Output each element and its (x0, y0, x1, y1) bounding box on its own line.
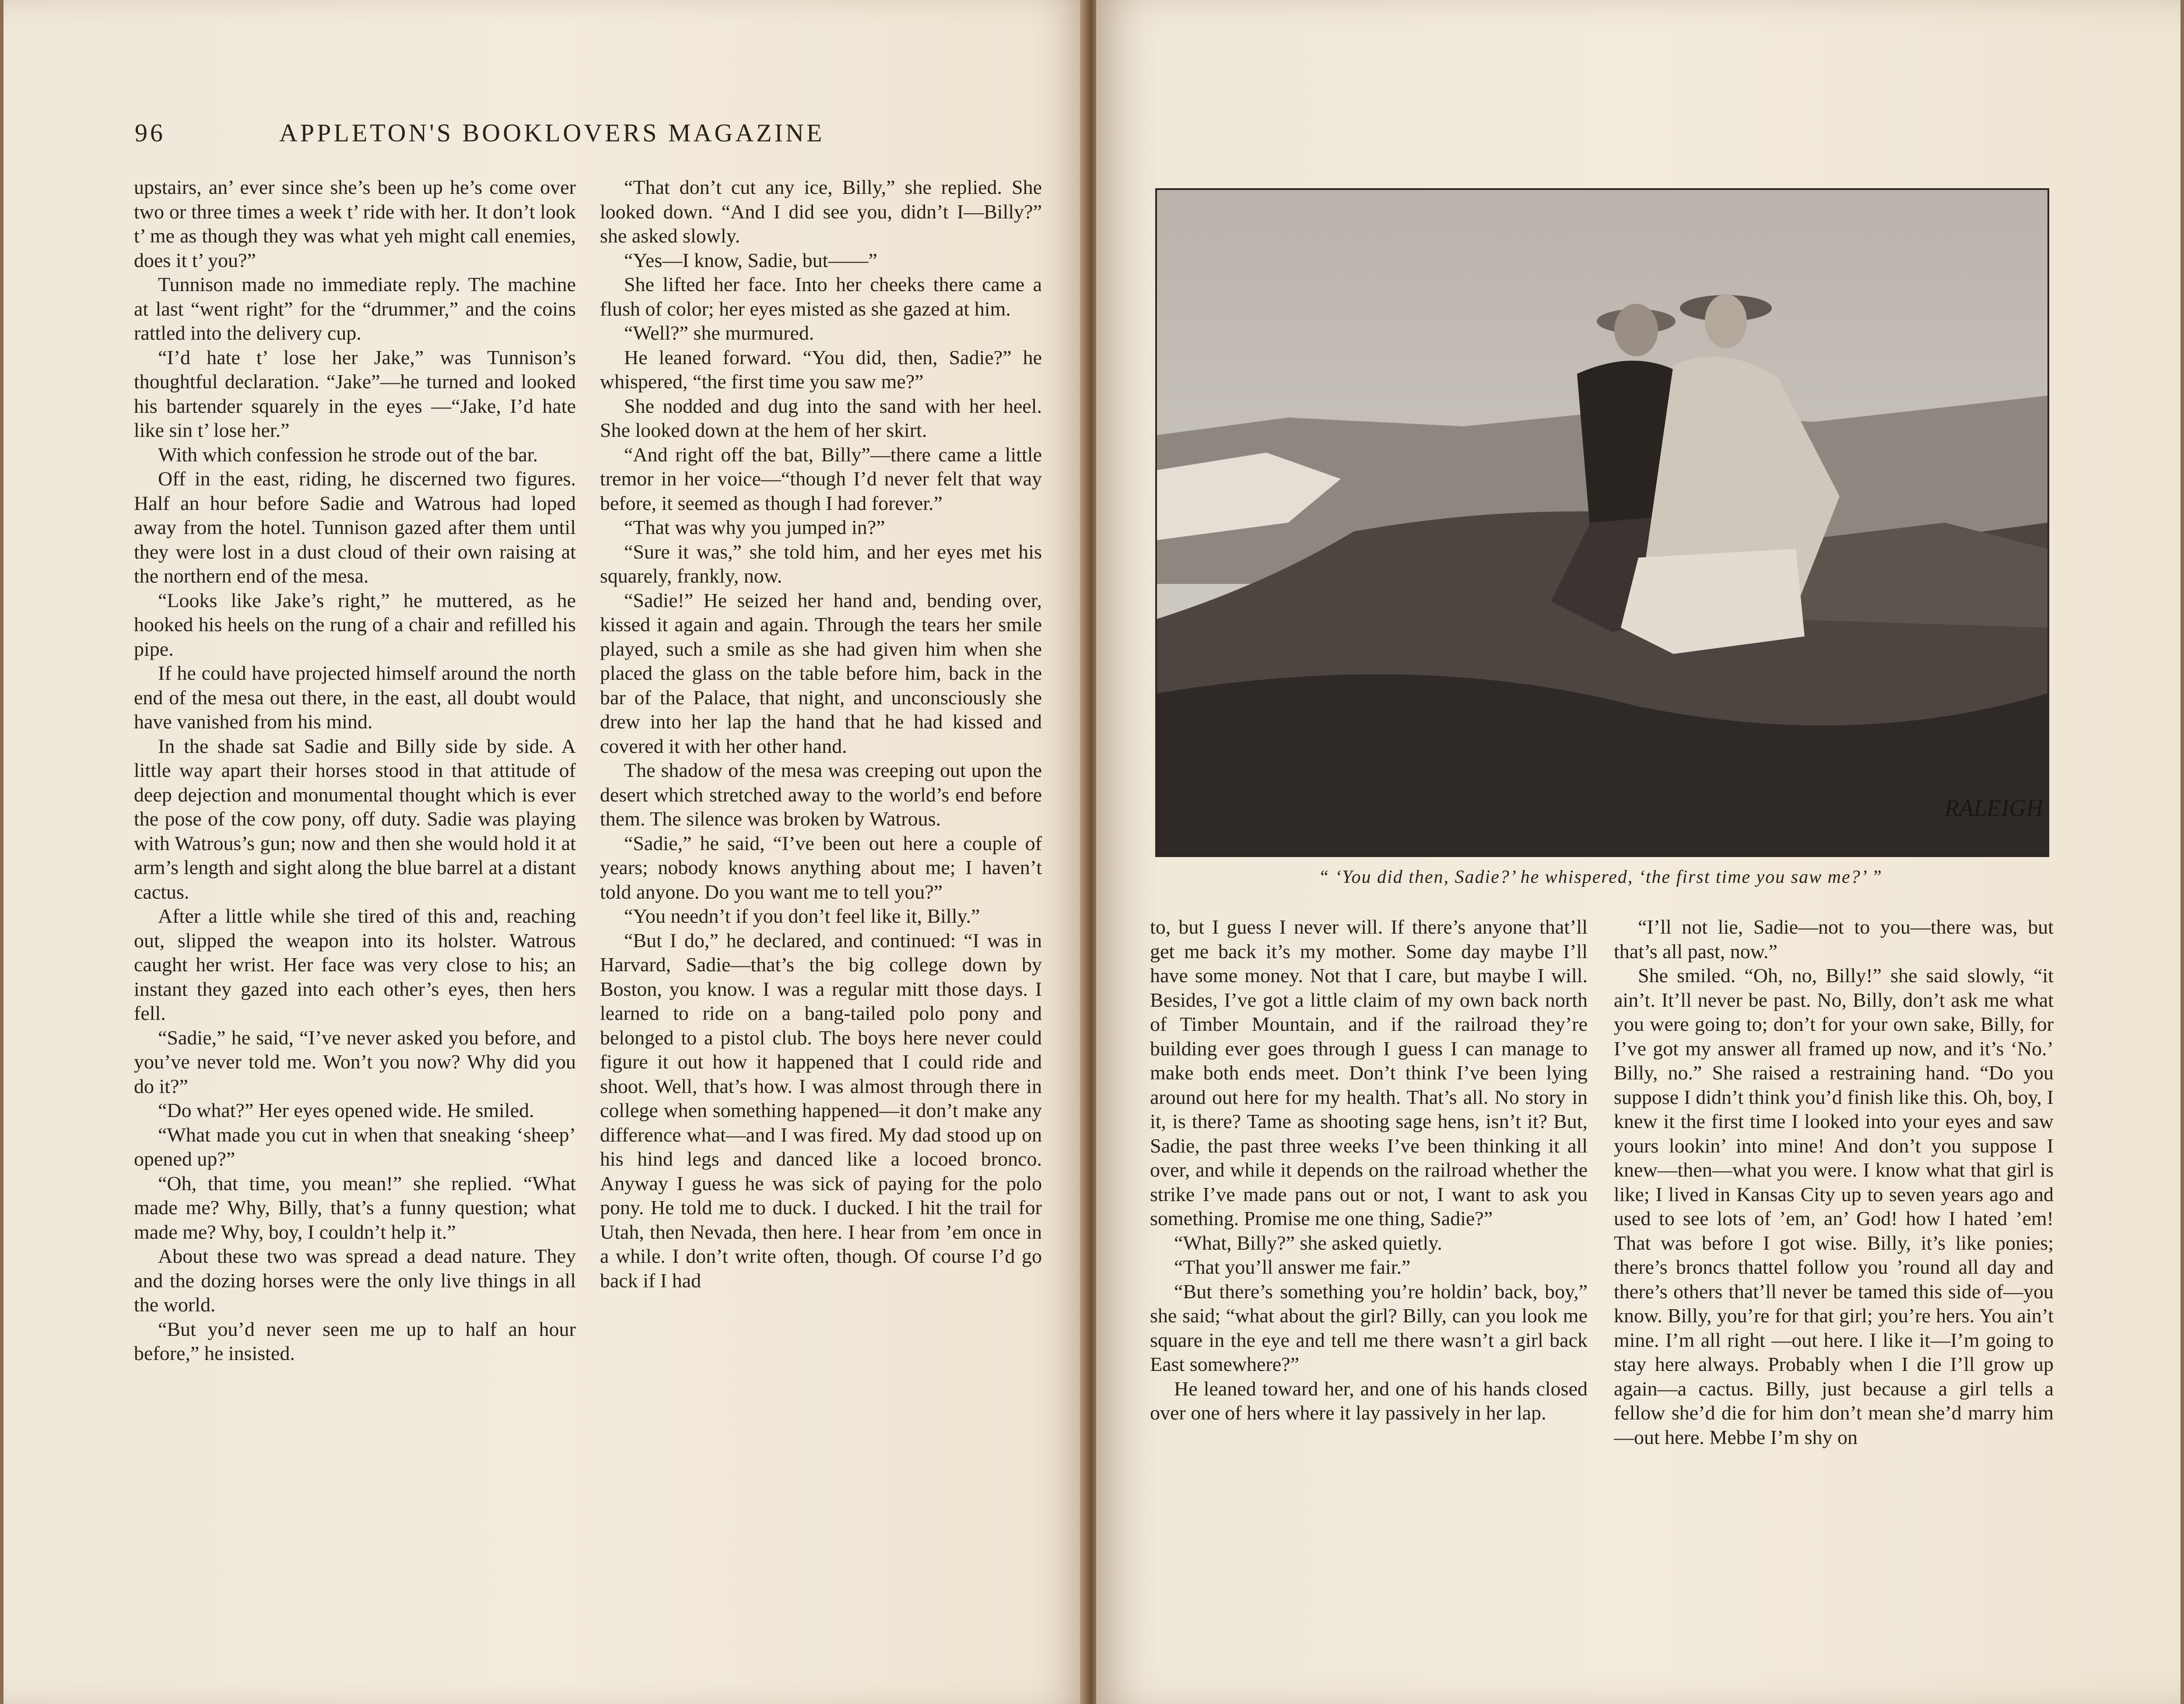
paragraph: Tunnison made no immediate reply. The machine at last “went right” for the “drummer,” and the coins rattled into the delivery cup. (134, 273, 576, 344)
paragraph: “That you’ll answer me fair.” (1174, 1256, 1411, 1278)
paragraph: “Sadie!” He seized her hand and, bending over, kissed it again and again. Through the tears her smile played, such a smile as she had given him when she placed the glass on the table before him, back in the bar of the Palace, that night, and unconsciously she drew into her lap the hand that he had kissed and covered it with her other hand. (600, 589, 1042, 757)
paragraph: “I’d hate t’ lose her Jake,” was Tunnison’s thoughtful declaration. “Jake”—he turned and looked his bartender squarely in the eyes —“Jake, I’d hate like sin t’ lose her.” (134, 346, 576, 441)
text-column-3 (1150, 915, 1588, 1425)
paragraph: After a little while she tired of this and, reaching out, slipped the weapon into its holster. Watrous caught her wrist. Her face was very close to his; an instant they gazed into each other’s eyes, then hers fell. (134, 905, 576, 1024)
paragraph: If he could have projected himself around the north end of the mesa out there, in the east, all doubt would have vanished from his mind. (134, 662, 576, 733)
paragraph: She lifted her face. Into her cheeks there came a flush of color; her eyes misted as she gazed at him. (600, 273, 1042, 320)
text-column-2 (600, 175, 1042, 1293)
illustration (1155, 188, 2049, 857)
illustration-drawing (1157, 190, 2047, 855)
paragraph: “And right off the bat, Billy”—there came a little tremor in her voice—“though I’d never felt that way before, it seemed as though I had forever.” (600, 443, 1042, 514)
artist-signature: RALEIGH (1945, 795, 2043, 821)
paragraph: “Sadie,” he said, “I’ve been out here a couple of years; nobody knows anything about me; I haven’t told anyone. Do you want me to tell you?” (600, 832, 1042, 903)
paragraph: With which confession he strode out of the bar. (158, 443, 538, 466)
paragraph: “Do what?” Her eyes opened wide. He smiled. (158, 1099, 534, 1121)
paragraph: “But you’d never seen me up to half an hour before,” he insisted. (134, 1318, 576, 1364)
paragraph: “Oh, that time, you mean!” she replied. “What made me? Why, Billy, that’s a funny question; what made me? Why, boy, I couldn’t help it.” (134, 1172, 576, 1243)
paragraph: “Sure it was,” she told him, and her eyes met his squarely, frankly, now. (600, 540, 1042, 587)
paragraph: She nodded and dug into the sand with her heel. She looked down at the hem of her skirt. (600, 394, 1042, 441)
paragraph: The shadow of the mesa was creeping out upon the desert which stretched away to the world’s end before them. The silence was broken by Watrous. (600, 759, 1042, 830)
paragraph: Off in the east, riding, he discerned two figures. Half an hour before Sadie and Watrous had loped away from the hotel. Tunnison gazed after them until they were lost in a dust cloud of their own raising at the northern end of the mesa. (134, 467, 576, 587)
paragraph: She smiled. “Oh, no, Billy!” she said slowly, “it ain’t. It’ll never be past. No, Billy, don’t ask me what you were going to; don’t for your own sake, Billy, for I’ve got my answer all framed up now, and it’s ‘No.’ Billy, no.” She raised a restraining hand. “Do you suppose I didn’t think you’d finish like this. Oh, boy, I knew it the first time I looked into your eyes and saw yours lookin’ into mine! And don’t you suppose I knew—then—what you were. I know what that girl is like; I lived in Kansas City up to seven years ago and used to see lots of ’em, an’ God! how I hated ’em! That was before I got wise. Billy, it’s like ponies; there’s broncs thattel follow you ’round all day and there’s others that’ll never be tamed this side of—you know. Billy, you’re for that girl; you’re hers. You ain’t mine. I’m all right —out here. I like it—I’m going to stay here always. Probably when I die I’ll grow up again—a cactus. Billy, just because a girl tells a fellow she’d die for him don’t mean she’d marry him—out here. Mebbe I’m shy on (1614, 964, 2054, 1448)
paragraph: to, but I guess I never will. If there’s anyone that’ll get me back it’s my mother. Some day maybe I’ll have some money. Not that I care, but maybe I will. Besides, I’ve got a little claim of my own back north of Timber Mountain, and if the railroad they’re building ever goes through I guess I can manage to make both ends meet. Don’t think I’ve been lying around out here for my health. That’s all. No story in it, is there? Tame as shooting sage hens, isn’t it? But, Sadie, the past three weeks I’ve been thinking it all over, and while it depends on the railroad whether the strike I’ve made pans out or not, I want to ask you something. Promise me one thing, Sadie?” (1150, 916, 1588, 1230)
illustration-caption: “ ‘You did then, Sadie?’ he whispered, ‘the first time you saw me?’ ” (1318, 867, 1883, 887)
paragraph: In the shade sat Sadie and Billy side by side. A little way apart their horses stood in that attitude of deep dejection and monumental thought which is ever the pose of the cow pony, off duty. Sadie was playing with Watrous’s gun; now and then she would hold it at arm’s length and sight along the blue barrel at a distant cactus. (134, 734, 576, 903)
paragraph: He leaned forward. “You did, then, Sadie?” he whispered, “the first time you saw me?” (600, 346, 1042, 393)
paragraph: “I’ll not lie, Sadie—not to you—there was, but that’s all past, now.” (1614, 916, 2054, 963)
text-column-4 (1614, 915, 2054, 1449)
paragraph: “What made you cut in when that sneaking ‘sheep’ opened up?” (134, 1123, 576, 1170)
paragraph: “Sadie,” he said, “I’ve never asked you before, and you’ve never told me. Won’t you now? Why did you do it?” (134, 1026, 576, 1097)
running-title: APPLETON'S BOOKLOVERS MAGAZINE (279, 119, 825, 147)
paragraph: “But I do,” he declared, and continued: “I was in Harvard, Sadie—that’s the big college down by Boston, you know. I was a regular mitt those days. I learned to ride on a bang-tailed polo pony and belonged to a pistol club. The boys here never could figure it out how it happened that I could ride and shoot. Well, that’s how. I was almost through there in college when something happened—it don’t make any difference what—and I was fired. My dad stood up on his hind legs and danced like a locoed bronco. Anyway I guess he was sick of paying for the polo pony. He told me to duck. I ducked. I hit the trail for Utah, then Nevada, then here. I hear from ’em once in a while. I don’t write often, though. Of course I’d go back if I had (600, 929, 1042, 1292)
paragraph: “What, Billy?” she asked quietly. (1174, 1231, 1442, 1254)
paragraph: He leaned toward her, and one of his hands closed over one of hers where it lay passively in her lap. (1150, 1377, 1588, 1424)
left-page (4, 0, 1084, 1704)
paragraph: upstairs, an’ ever since she’s been up he’s come over two or three times a week t’ ride with her. It don’t look t’ me as though they was what yeh might call enemies, does it t’ you?” (134, 176, 576, 271)
paragraph: “Well?” she murmured. (624, 322, 814, 344)
paragraph: “That was why you jumped in?” (624, 516, 885, 538)
paragraph: “You needn’t if you don’t feel like it, Billy.” (624, 905, 980, 927)
paragraph: “Looks like Jake’s right,” he muttered, as he hooked his heels on the rung of a chair and refilled his pipe. (134, 589, 576, 660)
page-number: 96 (135, 119, 165, 147)
page-header (135, 118, 922, 158)
paragraph: “But there’s something you’re holdin’ back, boy,” she said; “what about the girl? Billy, can you look me square in the eye and tell me there wasn’t a girl back East somewhere?” (1150, 1280, 1588, 1375)
paragraph: About these two was spread a dead nature. They and the dozing horses were the only live things in all the world. (134, 1245, 576, 1316)
paragraph: “Yes—I know, Sadie, but——” (624, 249, 877, 271)
paragraph: “That don’t cut any ice, Billy,” she replied. She looked down. “And I did see you, didn’t I—Billy?” she asked slowly. (600, 176, 1042, 247)
text-column-1 (134, 175, 576, 1366)
